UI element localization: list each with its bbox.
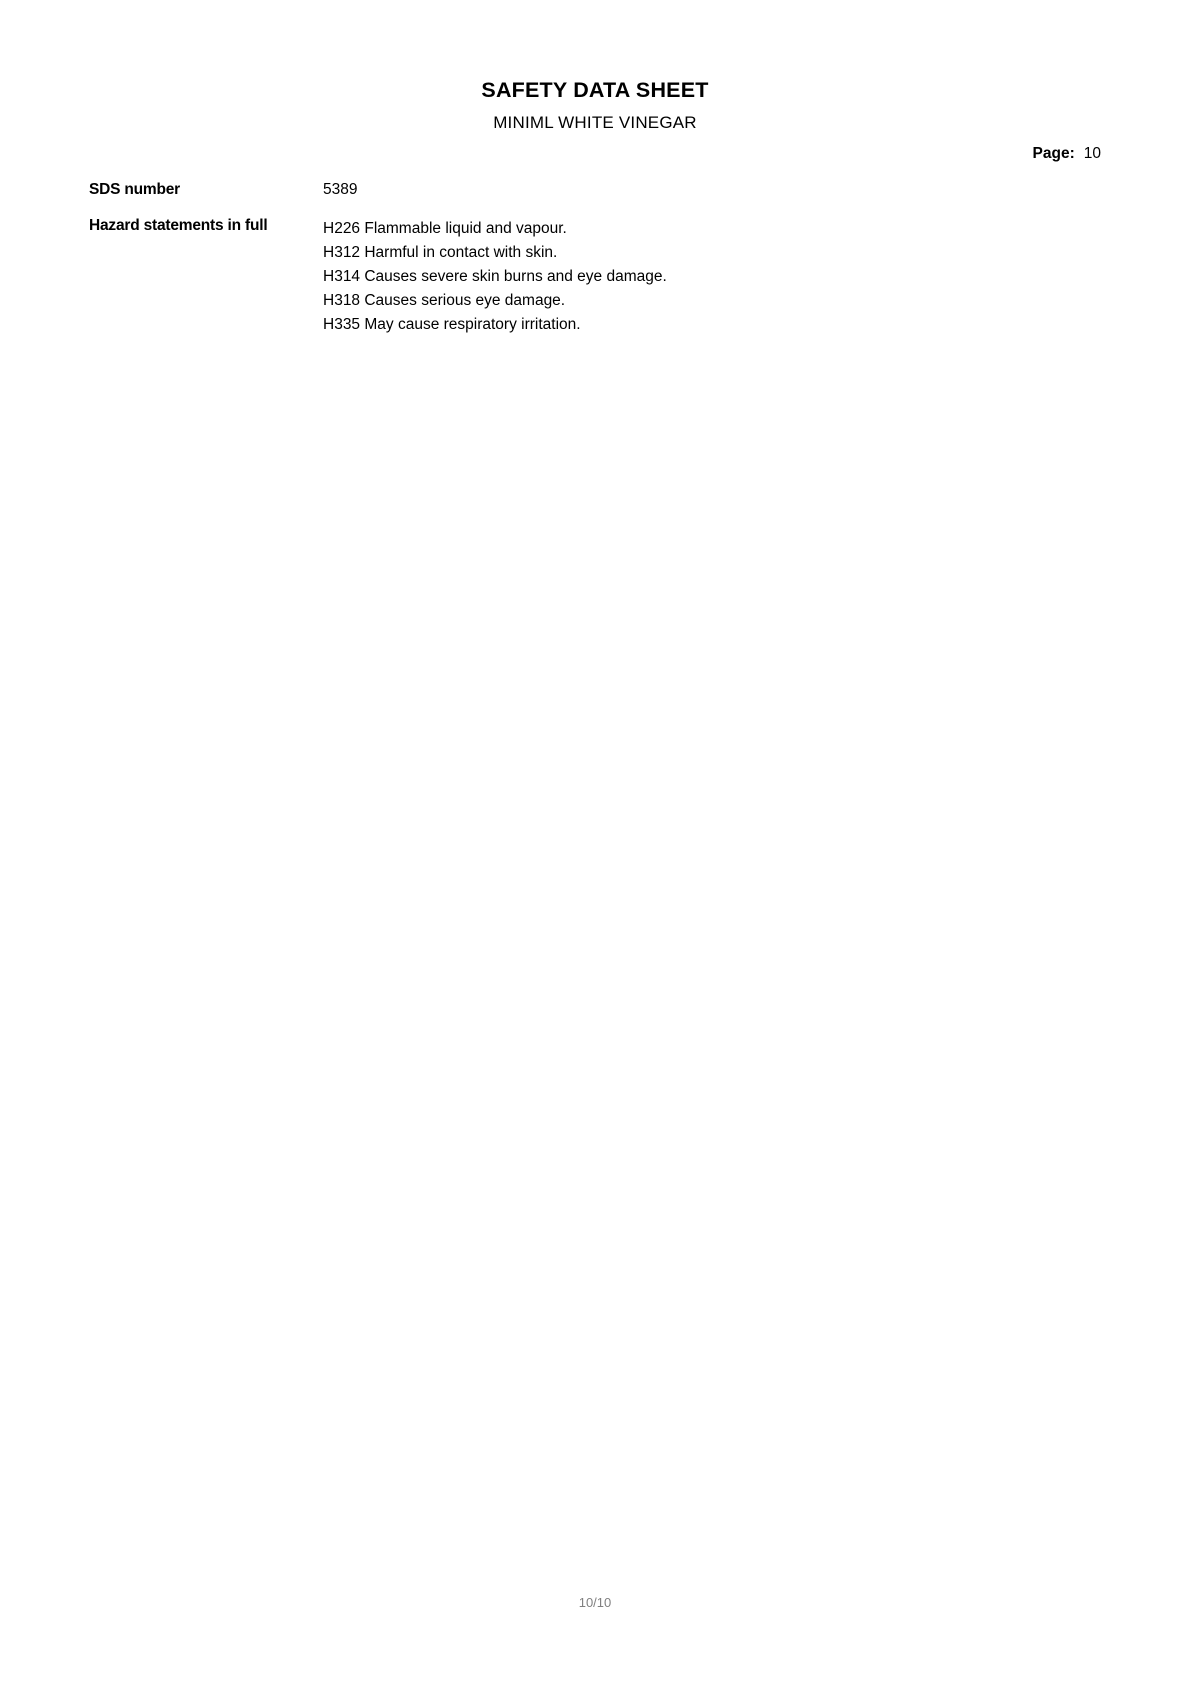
page-number: 10 — [1083, 145, 1101, 162]
hazard-statement-line: H312 Harmful in contact with skin. — [323, 244, 558, 261]
sds-number-value: 5389 — [323, 181, 358, 198]
hazard-statement-line: H314 Causes severe skin burns and eye damage. — [323, 268, 667, 285]
page-title: SAFETY DATA SHEET — [481, 78, 709, 102]
hazard-statements-list — [323, 217, 1083, 337]
page-indicator — [1033, 145, 1101, 163]
hazard-statement-line: H226 Flammable liquid and vapour. — [323, 220, 567, 237]
product-name: MINIML WHITE VINEGAR — [493, 113, 697, 132]
sds-number-label: SDS number — [89, 181, 181, 198]
page-footer: 10/10 — [578, 1595, 612, 1610]
hazard-statement-line: H335 May cause respiratory irritation. — [323, 316, 581, 333]
page-label: Page: — [1032, 145, 1075, 162]
hazard-statements-label: Hazard statements in full — [89, 217, 268, 234]
hazard-statement-line: H318 Causes serious eye damage. — [323, 292, 566, 309]
